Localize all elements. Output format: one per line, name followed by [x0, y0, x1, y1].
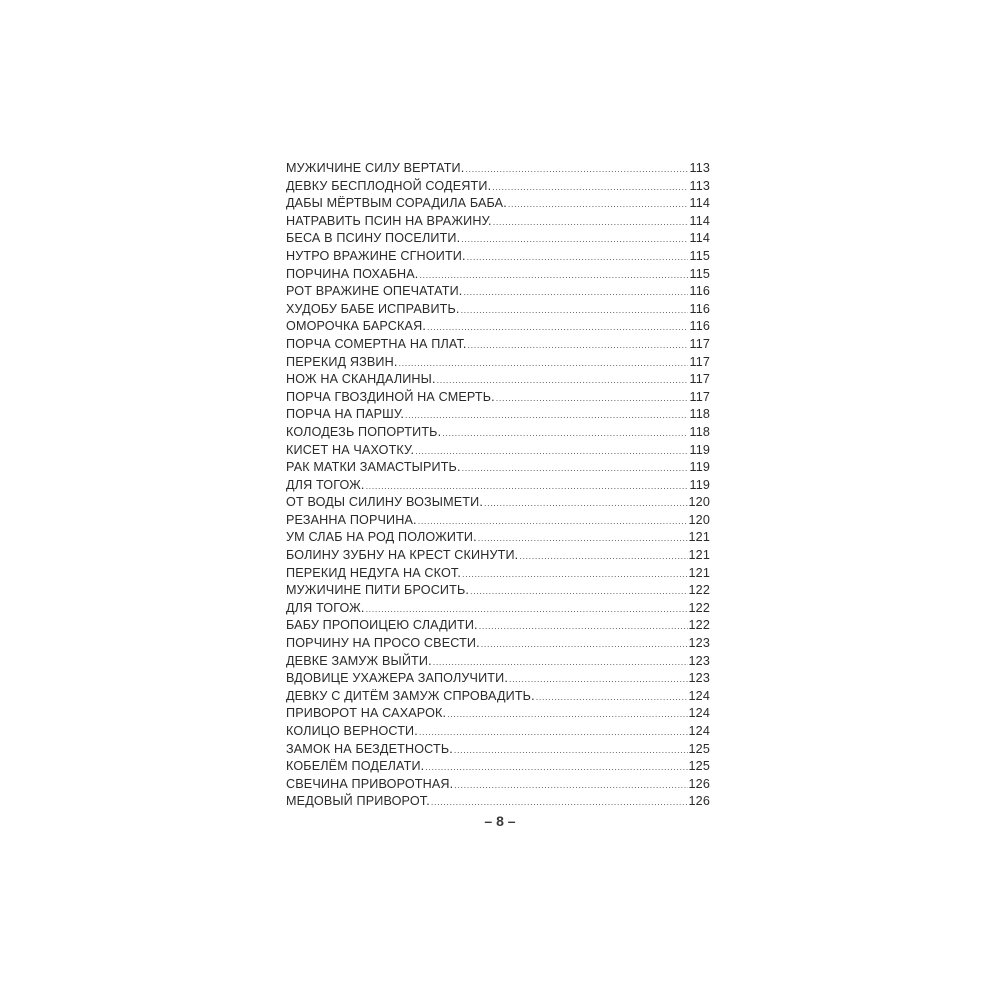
- toc-leader-dots: [419, 267, 688, 285]
- toc-entry: [286, 477, 710, 495]
- toc-entry-title: ДЛЯ ТОГОЖ.: [286, 477, 365, 492]
- toc-leader-dots: [492, 179, 688, 197]
- toc-entry-page: 124: [688, 706, 710, 721]
- toc-entry-page: 124: [688, 724, 710, 738]
- toc-entry-page: 122: [688, 583, 710, 598]
- toc-entry-page: 114: [689, 196, 710, 211]
- toc-entry-page: 123: [688, 653, 710, 668]
- toc-entry-page: 116: [689, 301, 710, 316]
- toc-leader-dots: [425, 759, 687, 777]
- toc-leader-dots: [415, 443, 688, 461]
- toc-entry: [286, 318, 710, 336]
- toc-leader-dots: [470, 583, 687, 601]
- toc-entry-title: УМ СЛАБ НА РОД ПОЛОЖИТИ.: [286, 530, 477, 545]
- toc-entry-page: 117: [689, 372, 710, 387]
- toc-leader-dots: [508, 196, 689, 214]
- toc-leader-dots: [454, 777, 687, 795]
- toc-entry-title: ПЕРЕКИД ЯЗВИН.: [286, 354, 398, 369]
- toc-entry: [286, 653, 710, 671]
- toc-entry-title: РАК МАТКИ ЗАМАСТЫРИТЬ.: [286, 460, 461, 475]
- toc-leader-dots: [419, 724, 688, 742]
- toc-entry-page: 120: [688, 512, 710, 527]
- toc-entry-title: КОЛИЦО ВЕРНОСТИ.: [286, 724, 418, 738]
- toc-entry: [286, 160, 710, 178]
- toc-entry: [286, 389, 710, 407]
- toc-entry-title: ПОРЧИНУ НА ПРОСО СВЕСТИ.: [286, 636, 480, 651]
- toc-entry-title: БЕСА В ПСИНУ ПОСЕЛИТИ.: [286, 231, 461, 246]
- toc-entry-page: 116: [689, 284, 710, 299]
- toc-leader-dots: [519, 548, 687, 566]
- toc-leader-dots: [462, 566, 687, 584]
- toc-entry-title: ПЕРЕКИД НЕДУГА НА СКОТ.: [286, 565, 462, 580]
- toc-entry-title: ХУДОБУ БАБЕ ИСПРАВИТЬ.: [286, 301, 460, 316]
- toc-leader-dots: [478, 530, 688, 548]
- toc-leader-dots: [496, 390, 689, 408]
- toc-leader-dots: [418, 513, 688, 531]
- toc-entry-title: ПОРЧА СОМЕРТНА НА ПЛАТ.: [286, 336, 467, 351]
- toc-leader-dots: [447, 706, 687, 724]
- toc-entry-page: 113: [689, 178, 710, 193]
- toc-entry-page: 115: [689, 248, 710, 263]
- toc-entry: [286, 565, 710, 583]
- toc-entry-title: ПРИВОРОТ НА САХАРОК.: [286, 706, 447, 721]
- toc-entry-title: РОТ ВРАЖИНЕ ОПЕЧАТАТИ.: [286, 284, 463, 299]
- toc-entry: [286, 230, 710, 248]
- toc-leader-dots: [366, 601, 688, 619]
- table-of-contents: [286, 160, 710, 811]
- toc-leader-dots: [461, 231, 688, 249]
- toc-entry-title: ДАБЫ МЁРТВЫМ СОРАДИЛА БАБА.: [286, 196, 507, 211]
- toc-entry-page: 114: [689, 231, 710, 246]
- toc-entry-title: ОМОРОЧКА БАРСКАЯ.: [286, 319, 426, 334]
- toc-entry: [286, 688, 710, 706]
- toc-entry-title: БАБУ ПРОПОИЦЕЮ СЛАДИТИ.: [286, 618, 478, 633]
- toc-leader-dots: [442, 425, 688, 443]
- toc-entry-page: 118: [689, 407, 710, 422]
- toc-entry-page: 122: [688, 600, 710, 615]
- toc-entry: [286, 582, 710, 600]
- toc-leader-dots: [465, 161, 688, 179]
- toc-entry: [286, 178, 710, 196]
- toc-entry-title: ДЕВКЕ ЗАМУЖ ВЫЙТИ.: [286, 653, 432, 668]
- toc-entry-page: 126: [688, 776, 710, 791]
- toc-entry-title: КОБЕЛЁМ ПОДЕЛАТИ.: [286, 759, 425, 774]
- toc-entry: [286, 512, 710, 530]
- toc-entry: [286, 459, 710, 477]
- toc-leader-dots: [536, 689, 688, 707]
- toc-entry: [286, 600, 710, 618]
- toc-leader-dots: [433, 654, 688, 672]
- toc-entry-title: ПОРЧИНА ПОХАБНА.: [286, 266, 419, 281]
- toc-entry-page: 122: [688, 618, 710, 633]
- toc-entry: [286, 406, 710, 424]
- toc-entry: [286, 266, 710, 284]
- toc-entry: [286, 213, 710, 231]
- toc-leader-dots: [479, 618, 688, 636]
- toc-entry-page: 116: [689, 319, 710, 334]
- toc-entry-page: 119: [689, 460, 710, 475]
- toc-entry: [286, 371, 710, 389]
- toc-leader-dots: [366, 478, 689, 496]
- toc-entry: [286, 723, 710, 741]
- toc-leader-dots: [481, 636, 688, 654]
- toc-entry-page: 118: [689, 424, 710, 439]
- toc-entry-page: 125: [688, 741, 710, 756]
- toc-entry: [286, 758, 710, 776]
- page-number: – 8 –: [484, 813, 516, 829]
- toc-entry-title: ДЛЯ ТОГОЖ.: [286, 600, 365, 615]
- toc-entry: [286, 547, 710, 565]
- toc-entry: [286, 529, 710, 547]
- toc-entry-title: ДЕВКУ С ДИТЁМ ЗАМУЖ СПРОВАДИТЬ.: [286, 688, 535, 703]
- toc-entry: [286, 424, 710, 442]
- toc-entry: [286, 442, 710, 460]
- toc-entry: [286, 354, 710, 372]
- toc-entry-title: ПОРЧА НА ПАРШУ.: [286, 407, 405, 422]
- toc-entry: [286, 248, 710, 266]
- toc-entry-title: ОТ ВОДЫ СИЛИНУ ВОЗЫМЕТИ.: [286, 495, 483, 510]
- toc-entry-page: 121: [688, 548, 710, 563]
- toc-entry-page: 117: [689, 389, 710, 404]
- toc-leader-dots: [509, 671, 688, 689]
- toc-entry-title: СВЕЧИНА ПРИВОРОТНАЯ.: [286, 776, 454, 791]
- toc-entry-title: КИСЕТ НА ЧАХОТКУ.: [286, 442, 415, 457]
- toc-entry-page: 117: [689, 354, 710, 369]
- toc-entry-page: 123: [688, 636, 710, 651]
- toc-entry: [286, 705, 710, 723]
- toc-entry-title: ЗАМОК НА БЕЗДЕТНОСТЬ.: [286, 741, 453, 756]
- toc-entry-title: МУЖИЧИНЕ СИЛУ ВЕРТАТИ.: [286, 161, 465, 175]
- toc-entry-page: 121: [688, 565, 710, 580]
- toc-leader-dots: [463, 284, 688, 302]
- toc-leader-dots: [484, 495, 688, 513]
- toc-entry: [286, 776, 710, 794]
- toc-entry-title: НУТРО ВРАЖИНЕ СГНОИТИ.: [286, 248, 466, 263]
- toc-entry: [286, 741, 710, 759]
- toc-entry: [286, 283, 710, 301]
- toc-leader-dots: [399, 355, 689, 373]
- toc-entry-title: МЕДОВЫЙ ПРИВОРОТ.: [286, 794, 430, 809]
- toc-leader-dots: [462, 460, 689, 478]
- toc-entry: [286, 336, 710, 354]
- toc-entry-title: МУЖИЧИНЕ ПИТИ БРОСИТЬ.: [286, 583, 470, 598]
- toc-entry-page: 120: [688, 495, 710, 510]
- toc-leader-dots: [427, 319, 688, 337]
- toc-entry-title: РЕЗАННА ПОРЧИНА.: [286, 512, 417, 527]
- toc-entry-title: ВДОВИЦЕ УХАЖЕРА ЗАПОЛУЧИТИ.: [286, 671, 508, 686]
- toc-entry: [286, 793, 710, 811]
- toc-entry-page: 121: [688, 530, 710, 545]
- toc-entry-page: 119: [689, 477, 710, 492]
- toc-entry-page: 119: [689, 442, 710, 457]
- toc-entry: [286, 494, 710, 512]
- toc-entry-title: КОЛОДЕЗЬ ПОПОРТИТЬ.: [286, 424, 442, 439]
- toc-entry: [286, 635, 710, 653]
- toc-leader-dots: [405, 407, 688, 425]
- toc-entry-page: 125: [688, 759, 710, 774]
- toc-entry: [286, 301, 710, 319]
- toc-entry-title: ДЕВКУ БЕСПЛОДНОЙ СОДЕЯТИ.: [286, 178, 492, 193]
- toc-leader-dots: [461, 302, 689, 320]
- toc-leader-dots: [437, 372, 689, 390]
- toc-entry-title: БОЛИНУ ЗУБНУ НА КРЕСТ СКИНУТИ.: [286, 548, 519, 563]
- toc-entry-page: 124: [688, 688, 710, 703]
- toc-entry-page: 113: [689, 161, 710, 175]
- toc-entry-title: НАТРАВИТЬ ПСИН НА ВРАЖИНУ.: [286, 213, 492, 228]
- toc-leader-dots: [467, 249, 689, 267]
- toc-entry-title: ПОРЧА ГВОЗДИНОЙ НА СМЕРТЬ.: [286, 389, 495, 404]
- toc-leader-dots: [454, 742, 688, 760]
- toc-entry: [286, 670, 710, 688]
- toc-leader-dots: [431, 794, 688, 812]
- toc-entry: [286, 195, 710, 213]
- toc-leader-dots: [468, 337, 689, 355]
- toc-entry-page: 114: [689, 213, 710, 228]
- toc-entry-page: 123: [688, 671, 710, 686]
- toc-entry-page: 115: [689, 266, 710, 281]
- toc-entry-title: НОЖ НА СКАНДАЛИНЫ.: [286, 372, 436, 387]
- toc-entry-page: 126: [688, 794, 710, 809]
- toc-leader-dots: [493, 214, 689, 232]
- toc-entry: [286, 617, 710, 635]
- toc-entry-page: 117: [689, 336, 710, 351]
